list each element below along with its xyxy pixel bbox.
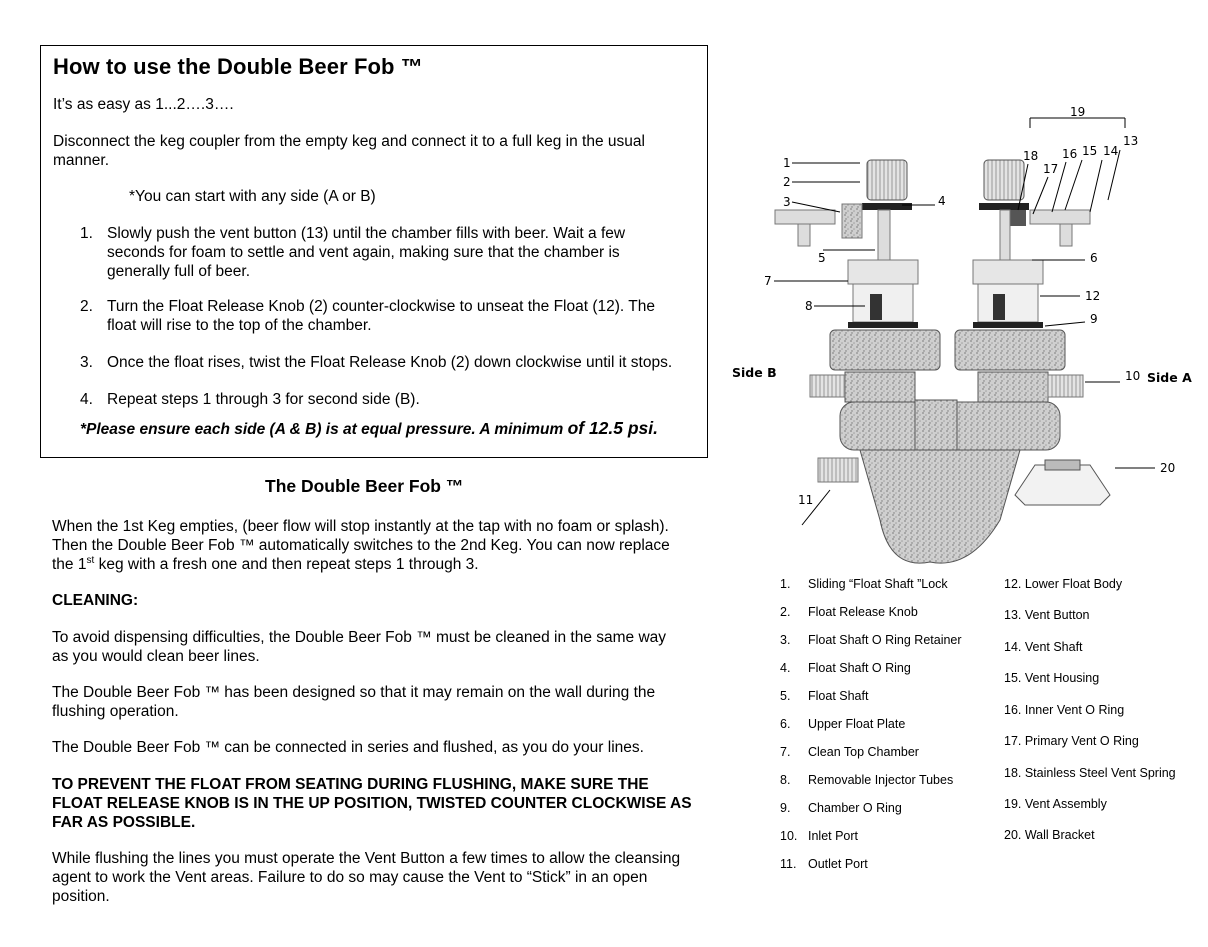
callout-label: 12 xyxy=(1085,289,1101,303)
wall-bracket xyxy=(1015,460,1110,505)
vent-assembly-bracket xyxy=(1030,118,1125,128)
part-item: 18. Stainless Steel Vent Spring xyxy=(1004,766,1176,780)
callout-label: 3 xyxy=(783,195,791,209)
cleaning-paragraph: To avoid dispensing difficulties, the Double Beer Fob ™ must be cleaned in the same way as you would clean beer lines. xyxy=(52,629,667,665)
part-item: 5. Float Shaft xyxy=(780,689,869,703)
cleaning-paragraph: The Double Beer Fob ™ can be connected in series and flushed, as you do your lines. xyxy=(52,739,644,756)
step-text: Repeat steps 1 through 3 for second side (B). xyxy=(107,391,420,408)
part-item: 2. Float Release Knob xyxy=(780,605,918,619)
callout-label: 16 xyxy=(1062,147,1078,161)
callout-label: 4 xyxy=(938,194,946,208)
callout-label: 5 xyxy=(818,251,826,265)
instructions-intro: It’s as easy as 1...2….3…. xyxy=(53,96,234,113)
part-item: 17. Primary Vent O Ring xyxy=(1004,734,1139,748)
part-item: 7. Clean Top Chamber xyxy=(780,745,919,759)
part-item: 8. Removable Injector Tubes xyxy=(780,773,954,787)
callout-label: 9 xyxy=(1090,312,1098,326)
part-item: 10. Inlet Port xyxy=(780,829,859,843)
beer-fob-diagram xyxy=(730,100,1200,580)
step-text: Turn the Float Release Knob (2) counter-clockwise to unseat the Float (12). The float will rise to the top of the chamber. xyxy=(107,298,655,334)
step-number: 4. xyxy=(80,391,93,408)
step-number: 1. xyxy=(80,225,93,242)
callout-label: 8 xyxy=(805,299,813,313)
callout-label: 18 xyxy=(1023,149,1039,163)
cleaning-paragraph: While flushing the lines you must operate the Vent Button a few times to allow the cleansing agent to work the Vent areas. Failure to do so may cause the Vent to “Stick” in an open position. xyxy=(52,850,681,905)
part-item: 3. Float Shaft O Ring Retainer xyxy=(780,633,962,647)
part-item: 4. Float Shaft O Ring xyxy=(780,661,911,675)
cleaning-heading: CLEANING: xyxy=(52,592,139,609)
overview-title: The Double Beer Fob ™ xyxy=(265,476,464,496)
part-item: 1. Sliding “Float Shaft ”Lock xyxy=(780,577,948,591)
flushing-warning: TO PREVENT THE FLOAT FROM SEATING DURING FLUSHING, MAKE SURE THE FLOAT RELEASE KNOB IS IN THE UP POSITION, TWISTED COUNTER CLOCKWISE AS FAR AS POSSIBLE. xyxy=(52,776,692,831)
callout-label: 17 xyxy=(1043,162,1059,176)
callout-label: 15 xyxy=(1082,144,1098,158)
part-item: 19. Vent Assembly xyxy=(1004,797,1107,811)
part-item: 14. Vent Shaft xyxy=(1004,640,1083,654)
start-note: *You can start with any side (A or B) xyxy=(129,188,376,205)
part-item: 11. Outlet Port xyxy=(780,857,868,871)
part-item: 16. Inner Vent O Ring xyxy=(1004,703,1125,717)
callout-label: 19 xyxy=(1070,105,1086,119)
callout-label: 11 xyxy=(798,493,814,507)
step-number: 2. xyxy=(80,298,93,315)
step-number: 3. xyxy=(80,354,93,371)
part-item: 15. Vent Housing xyxy=(1004,671,1100,685)
cleaning-paragraph: The Double Beer Fob ™ has been designed so that it may remain on the wall during the flushing operation. xyxy=(52,684,656,720)
side-b-label: Side B xyxy=(732,365,777,380)
callout-label: 6 xyxy=(1090,251,1098,265)
part-item: 20. Wall Bracket xyxy=(1004,828,1095,842)
part-item: 13. Vent Button xyxy=(1004,608,1090,622)
callout-label: 2 xyxy=(783,175,791,189)
callout-label: 14 xyxy=(1103,144,1119,158)
instructions-title: How to use the Double Beer Fob ™ xyxy=(53,54,423,79)
callout-label: 1 xyxy=(783,156,791,170)
callout-label: 7 xyxy=(764,274,772,288)
part-item: 6. Upper Float Plate xyxy=(780,717,906,731)
part-item: 9. Chamber O Ring xyxy=(780,801,902,815)
callout-label: 10 xyxy=(1125,369,1141,383)
callout-label: 20 xyxy=(1160,461,1176,475)
step-text: Once the float rises, twist the Float Release Knob (2) down clockwise until it stops. xyxy=(107,354,673,371)
step-text: Slowly push the vent button (13) until the chamber fills with beer. Wait a few seconds for foam to settle and vent again, making sure that the chamber is generally full of beer. xyxy=(107,225,626,280)
instructions-disconnect: Disconnect the keg coupler from the empty keg and connect it to a full keg in the usual manner. xyxy=(53,133,645,169)
overview-paragraph: When the 1st Keg empties, (beer flow will stop instantly at the tap with no foam or splash). Then the Double Beer Fob ™ automatically switches to the 2nd Keg. You can now replace the 1st keg with a fresh one and then repeat steps 1 through 3. xyxy=(52,518,670,573)
part-item: 12. Lower Float Body xyxy=(1004,577,1123,591)
pressure-note: *Please ensure each side (A & B) is at equal pressure. A minimum of 12.5 psi. xyxy=(80,418,659,438)
instructions-box xyxy=(40,45,708,458)
callout-label: 13 xyxy=(1123,134,1139,148)
side-a-label: Side A xyxy=(1147,370,1192,385)
